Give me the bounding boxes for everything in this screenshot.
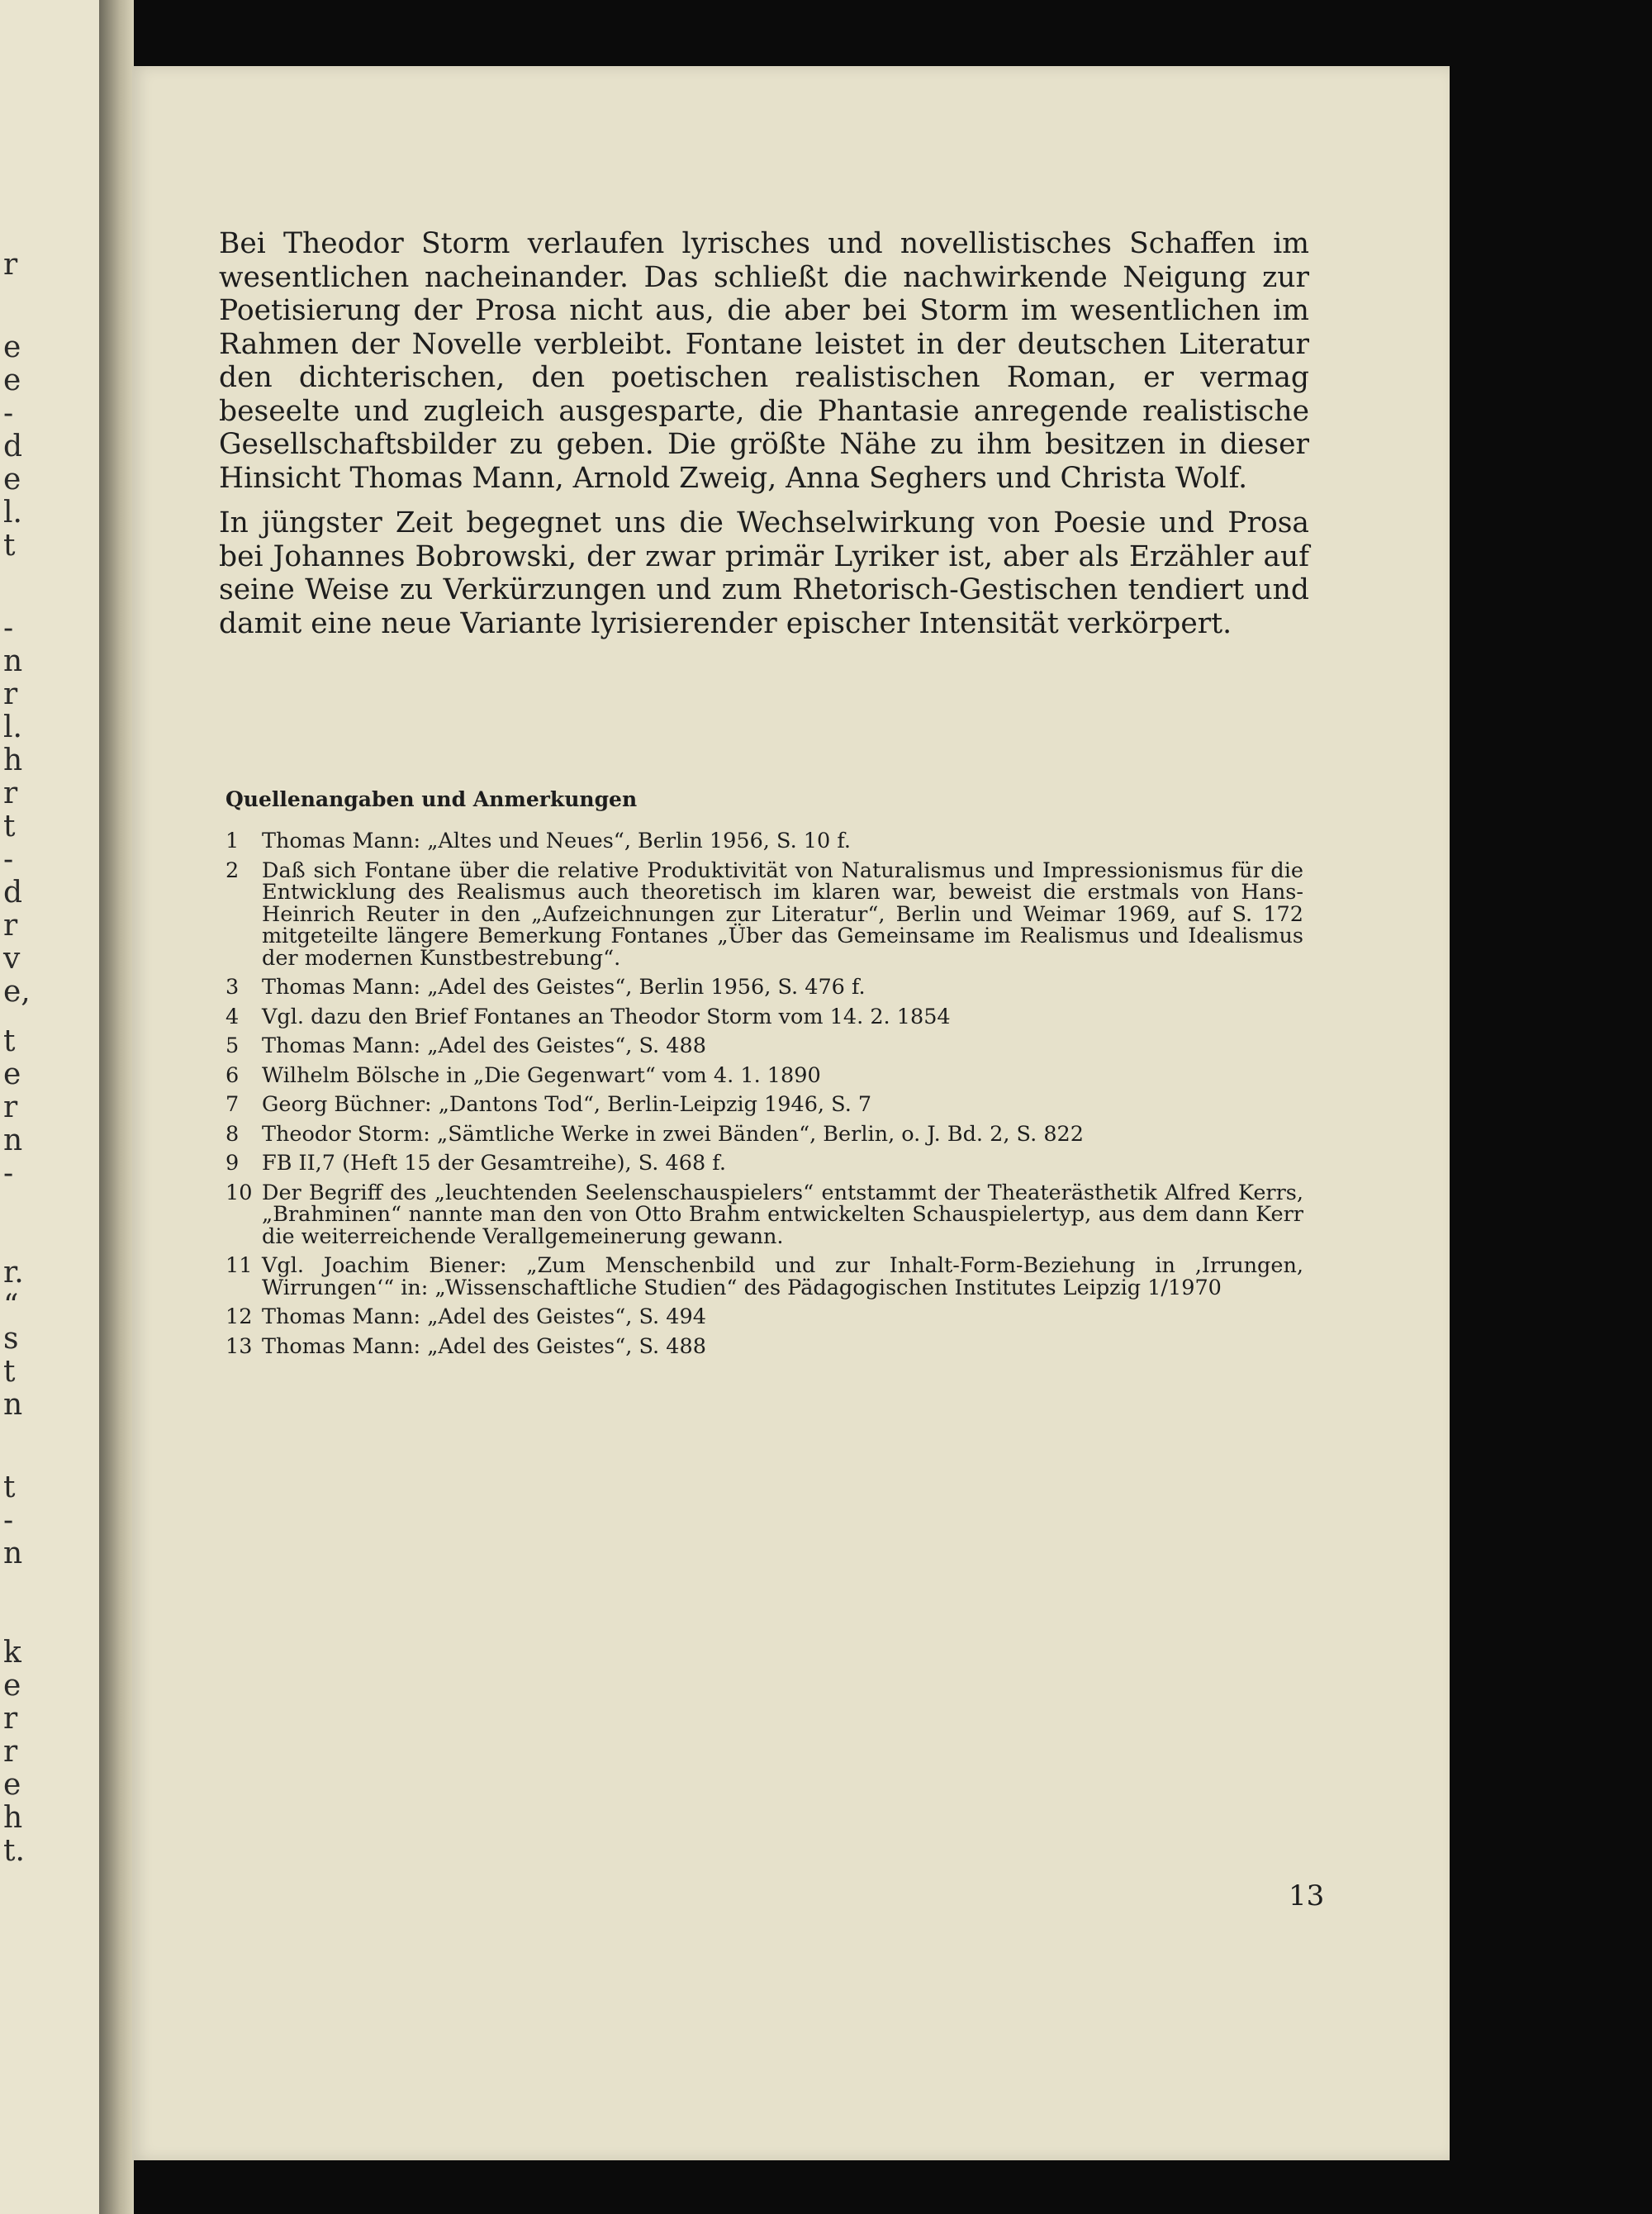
adjacent-page-fragment: r: [3, 1735, 18, 1769]
note-text: Der Begriff des „leuchtenden Seelenschauspielers“ entstammt der Theaterästhetik Alfred Kerrs, „Brahminen“ nannte man den von Otto Brahm entwickelten Schauspielertyp, aus dem dann Kerr die weiterreichende Verallgemeinerung gewann.: [262, 1180, 1303, 1249]
page: [132, 66, 1450, 2160]
adjacent-page-fragment: -: [3, 843, 14, 877]
note-text: Thomas Mann: „Adel des Geistes“, S. 488: [262, 1033, 706, 1058]
note-number: 3: [225, 975, 240, 1000]
adjacent-page-fragment: l.: [3, 710, 22, 744]
adjacent-page-fragment: d: [3, 430, 23, 463]
adjacent-page-fragment: e: [3, 1669, 21, 1703]
adjacent-page-fragment: -: [3, 397, 14, 430]
paragraph: In jüngster Zeit begegnet uns die Wechselwirkung von Poesie und Prosa bei Johannes Bobrowski, der zwar primär Lyriker ist, aber als Erzähler auf seine Weise zu Verkürzungen und zum Rhetorisch-Gestischen tendiert und damit eine neue Variante lyrisierender epischer Intensität verkörpert.: [219, 506, 1309, 640]
page-number: 13: [1289, 1879, 1325, 1912]
adjacent-page-fragment: h: [3, 1801, 23, 1835]
adjacent-page-fragment: e: [3, 1057, 21, 1091]
adjacent-page-fragment: r.: [3, 1256, 24, 1290]
note-item: [225, 976, 1303, 999]
adjacent-page-fragment: n: [3, 1124, 23, 1157]
adjacent-page-fragment: n: [3, 1388, 23, 1422]
adjacent-page-fragment: t: [3, 529, 16, 563]
note-number: 8: [225, 1121, 240, 1147]
note-item: [225, 1152, 1303, 1175]
adjacent-page-strip: [0, 0, 99, 2214]
note-text: Wilhelm Bölsche in „Die Gegenwart“ vom 4. 1. 1890: [262, 1062, 821, 1088]
note-number: 10: [225, 1180, 253, 1205]
note-item: [225, 1062, 1303, 1088]
adjacent-page-fragment: r: [3, 777, 18, 810]
note-item: [225, 1094, 1303, 1116]
note-text: Thomas Mann: „Altes und Neues“, Berlin 1956, S. 10 f.: [262, 829, 851, 853]
note-item: [225, 1306, 1303, 1328]
note-item: [225, 1333, 1303, 1359]
note-text: Thomas Mann: „Adel des Geistes“, S. 494: [262, 1304, 706, 1329]
adjacent-page-fragment: e: [3, 330, 21, 364]
adjacent-page-fragment: t: [3, 810, 16, 843]
adjacent-page-fragment: n: [3, 644, 23, 678]
note-text: Georg Büchner: „Dantons Tod“, Berlin-Leipzig 1946, S. 7: [262, 1092, 872, 1117]
adjacent-page-fragment: h: [3, 744, 23, 777]
note-text: Daß sich Fontane über die relative Produktivität von Naturalismus und Impressionismus für die Entwicklung des Realismus auch theoretisch im klaren war, beweist die erstmals von Hans-Heinrich Reuter in den „Aufzeichnungen zur Literatur“, Berlin und Weimar 1969, auf S. 172 mitgeteilte längere Bemerkung Fontanes „Über das Gemeinsame im Realismus und Idealismus der modernen Kunstbestrebung“.: [262, 858, 1303, 971]
note-item: [225, 1121, 1303, 1147]
note-item: [225, 1006, 1303, 1029]
note-item: [225, 1255, 1303, 1299]
adjacent-page-fragment: t: [3, 1024, 16, 1058]
adjacent-page-fragment: -: [3, 611, 14, 645]
adjacent-page-fragment: r: [3, 1090, 18, 1124]
adjacent-page-fragment: t.: [3, 1834, 25, 1868]
note-number: 7: [225, 1092, 240, 1117]
adjacent-page-fragment: -: [3, 1504, 14, 1537]
note-item: [225, 830, 1303, 853]
note-text: FB II,7 (Heft 15 der Gesamtreihe), S. 468 f.: [262, 1151, 726, 1176]
adjacent-page-fragment: r: [3, 677, 18, 711]
adjacent-page-fragment: r: [3, 248, 18, 282]
note-number: 1: [225, 829, 240, 853]
adjacent-page-fragment: e,: [3, 975, 31, 1009]
adjacent-page-fragment: e: [3, 463, 21, 496]
note-item: [225, 1035, 1303, 1057]
note-text: Theodor Storm: „Sämtliche Werke in zwei Bänden“, Berlin, o. J. Bd. 2, S. 822: [262, 1121, 1084, 1147]
adjacent-page-fragment: n: [3, 1537, 23, 1570]
note-number: 9: [225, 1151, 240, 1176]
note-text: Thomas Mann: „Adel des Geistes“, S. 488: [262, 1333, 706, 1359]
adjacent-page-fragment: d: [3, 876, 23, 910]
note-item: [225, 860, 1303, 970]
note-number: 4: [225, 1004, 240, 1029]
notes-list: [225, 830, 1303, 1365]
adjacent-page-fragment: k: [3, 1636, 21, 1670]
adjacent-page-fragment: -: [3, 1157, 14, 1190]
note-text: Vgl. dazu den Brief Fontanes an Theodor Storm vom 14. 2. 1854: [262, 1004, 951, 1029]
note-number: 13: [225, 1333, 253, 1359]
note-number: 5: [225, 1033, 240, 1058]
body-text: [219, 227, 1309, 652]
note-number: 2: [225, 858, 240, 883]
note-text: Vgl. Joachim Biener: „Zum Menschenbild und zur Inhalt-Form-Beziehung in ‚Irrungen, Wirrungen‘“ in: „Wissenschaftliche Studien“ des Pädagogischen Institutes Leipzig 1/1970: [262, 1253, 1303, 1300]
note-number: 11: [225, 1253, 253, 1278]
adjacent-page-fragment: t: [3, 1470, 16, 1504]
adjacent-page-fragment: r: [3, 909, 18, 943]
note-number: 12: [225, 1304, 253, 1329]
adjacent-page-fragment: s: [3, 1322, 19, 1356]
note-number: 6: [225, 1062, 240, 1088]
adjacent-page-fragment: e: [3, 363, 21, 397]
note-text: Thomas Mann: „Adel des Geistes“, Berlin 1956, S. 476 f.: [262, 975, 866, 1000]
book-gutter: [99, 0, 134, 2214]
paragraph: Bei Theodor Storm verlaufen lyrisches und novellistisches Schaffen im wesentlichen nacheinander. Das schließt die nachwirkende Neigung zur Poetisierung der Prosa nicht aus, die aber bei Storm im wesentlichen im Rahmen der Novelle verbleibt. Fontane leistet in der deutschen Literatur den dichterischen, den poetischen realistischen Roman, er vermag beseelte und zugleich ausgesparte, die Phantasie anregende realistische Gesellschaftsbilder zu geben. Die größte Nähe zu ihm besitzen in dieser Hinsicht Thomas Mann, Arnold Zweig, Anna Seghers und Christa Wolf.: [219, 227, 1309, 495]
adjacent-page-fragment: e: [3, 1768, 21, 1802]
adjacent-page-fragment: l.: [3, 496, 22, 530]
note-item: [225, 1182, 1303, 1248]
adjacent-page-fragment: r: [3, 1702, 18, 1736]
adjacent-page-fragment: v: [3, 942, 21, 976]
adjacent-page-fragment: “: [3, 1289, 19, 1323]
adjacent-page-fragment: t: [3, 1355, 16, 1389]
notes-heading: Quellenangaben und Anmerkungen: [225, 787, 638, 811]
